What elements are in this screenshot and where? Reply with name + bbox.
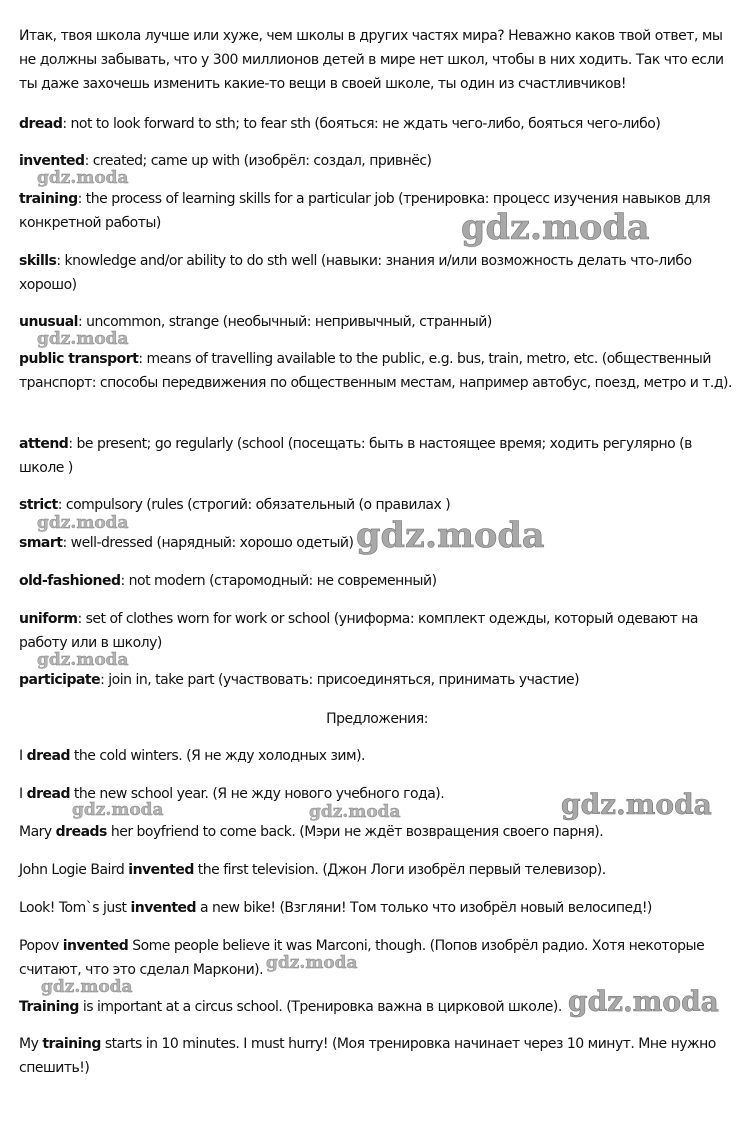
watermark: gdz.moda (37, 329, 129, 349)
sentence-keyword: invented (62, 938, 129, 954)
definition-uniform (19, 607, 735, 655)
watermark: gdz.moda (561, 788, 712, 821)
definition-text: : well-dressed (нарядный: хорошо одетый) (62, 535, 354, 551)
sentence-1 (19, 744, 735, 768)
sentence-8 (19, 1032, 735, 1080)
term: participate (19, 672, 101, 688)
sentence-keyword: invented (128, 862, 194, 878)
watermark: gdz.moda (37, 650, 129, 670)
term: dread (19, 116, 63, 132)
sentence-4 (19, 858, 735, 882)
definition-dread (19, 112, 735, 136)
term: skills (19, 253, 57, 269)
sentence-pre: John Logie Baird (19, 862, 129, 878)
watermark: gdz.moda (37, 513, 129, 533)
definition-text: : join in, take part (участвовать: присоединяться, принимать участие) (100, 672, 580, 688)
sentence-pre: I (19, 786, 27, 802)
sentence-keyword: invented (130, 900, 197, 916)
sentence-5 (19, 896, 735, 920)
term: old-fashioned (19, 573, 121, 589)
sentence-pre: Mary (19, 824, 56, 840)
definition-text: : not modern (старомодный: не современный) (120, 573, 437, 589)
sentence-keyword: dreads (55, 824, 107, 840)
definition-text: : not to look forward to sth; to fear sth (бояться: не ждать чего-либо, бояться чего-либо) (62, 116, 661, 132)
sentence-keyword: dread (26, 786, 70, 802)
sentence-keyword: dread (26, 748, 70, 764)
term: uniform (19, 611, 78, 627)
definition-text: : compulsory (rules (строгий: обязательный (о правилах ) (57, 497, 451, 513)
term: training (19, 191, 78, 207)
sentence-6 (19, 934, 735, 982)
definition-skills (19, 249, 735, 297)
sentence-keyword: Training (19, 999, 79, 1015)
watermark: gdz.moda (356, 515, 545, 556)
term: invented (19, 153, 85, 169)
sentence-post: the cold winters. (Я не жду холодных зим). (69, 748, 366, 764)
term: unusual (19, 314, 78, 330)
sentence-3 (19, 820, 735, 844)
sentence-post: the new school year. (Я не жду нового учебного года). (69, 786, 445, 802)
definition-text: : means of travelling available to the public, e.g. bus, train, metro, etc. (общественный транспорт: способы передвижения по общественным местам, например автобус, поезд, метро и т.д). (19, 351, 732, 391)
sentence-post: her boyfriend to come back. (Мэри не ждёт возвращения своего парня). (106, 824, 604, 840)
definition-text: : uncommon, strange (необычный: непривычный, странный) (77, 314, 492, 330)
sentence-pre: My (19, 1036, 43, 1052)
sentence-post: the first television. (Джон Логи изобрёл первый телевизор). (193, 862, 606, 878)
sentence-post: is important at a circus school. (Тренировка важна в цирковой школе). (78, 999, 562, 1015)
watermark: gdz.moda (309, 802, 401, 822)
term: attend (19, 436, 69, 452)
sentence-post: Some people believe it was Marconi, though. (Попов изобрёл радио. Хотя некоторые считают, что это сделал Маркони). (19, 938, 705, 978)
definition-participate (19, 668, 735, 692)
term: smart (19, 535, 63, 551)
term: public transport (19, 351, 139, 367)
definition-public-transport (19, 347, 735, 395)
definition-text: : the process of learning skills for a particular job (тренировка: процесс изучения навыков для конкретной работы) (19, 191, 711, 231)
definition-text: : be present; go regularly (school (посещать: быть в настоящее время; ходить регулярно (в школе ) (19, 436, 692, 476)
sentence-post: starts in 10 minutes. I must hurry! (Моя тренировка начинает через 10 минут. Мне нужно спешить!) (19, 1036, 716, 1076)
watermark: gdz.moda (41, 977, 133, 997)
watermark: gdz.moda (461, 207, 650, 248)
sentences-heading: Предложения: (326, 711, 428, 727)
definition-attend (19, 432, 735, 480)
sentence-keyword: training (42, 1036, 101, 1052)
definition-text: : set of clothes worn for work or school (униформа: комплект одежды, который одевают на работу или в школу) (19, 611, 698, 651)
watermark: gdz.moda (37, 168, 129, 188)
term: strict (19, 497, 58, 513)
watermark: gdz.moda (568, 985, 719, 1018)
definition-text: : created; came up with (изобрёл: создал, привнёс) (84, 153, 432, 169)
watermark: gdz.moda (266, 953, 358, 973)
sentence-pre: Popov (19, 938, 63, 954)
definition-old-fashioned (19, 569, 735, 593)
watermark: gdz.moda (72, 800, 164, 820)
sentence-post: a new bike! (Взгляни! Том только что изобрёл новый велосипед!) (196, 900, 652, 916)
intro-paragraph: Итак, твоя школа лучше или хуже, чем школы в других частях мира? Неважно каков твой ответ, мы не должны забывать, что у 300 миллионов детей в мире нет школ, чтобы в них ходить. Так что если ты даже захочешь изменить какие-то вещи в своей школе, ты один из счастливчиков! (19, 28, 724, 92)
definition-text: : knowledge and/or ability to do sth well (навыки: знания и/или возможность делать что-либо хорошо) (19, 253, 692, 293)
sentence-pre: I (19, 748, 27, 764)
sentence-pre: Look! Tom`s just (19, 900, 131, 916)
